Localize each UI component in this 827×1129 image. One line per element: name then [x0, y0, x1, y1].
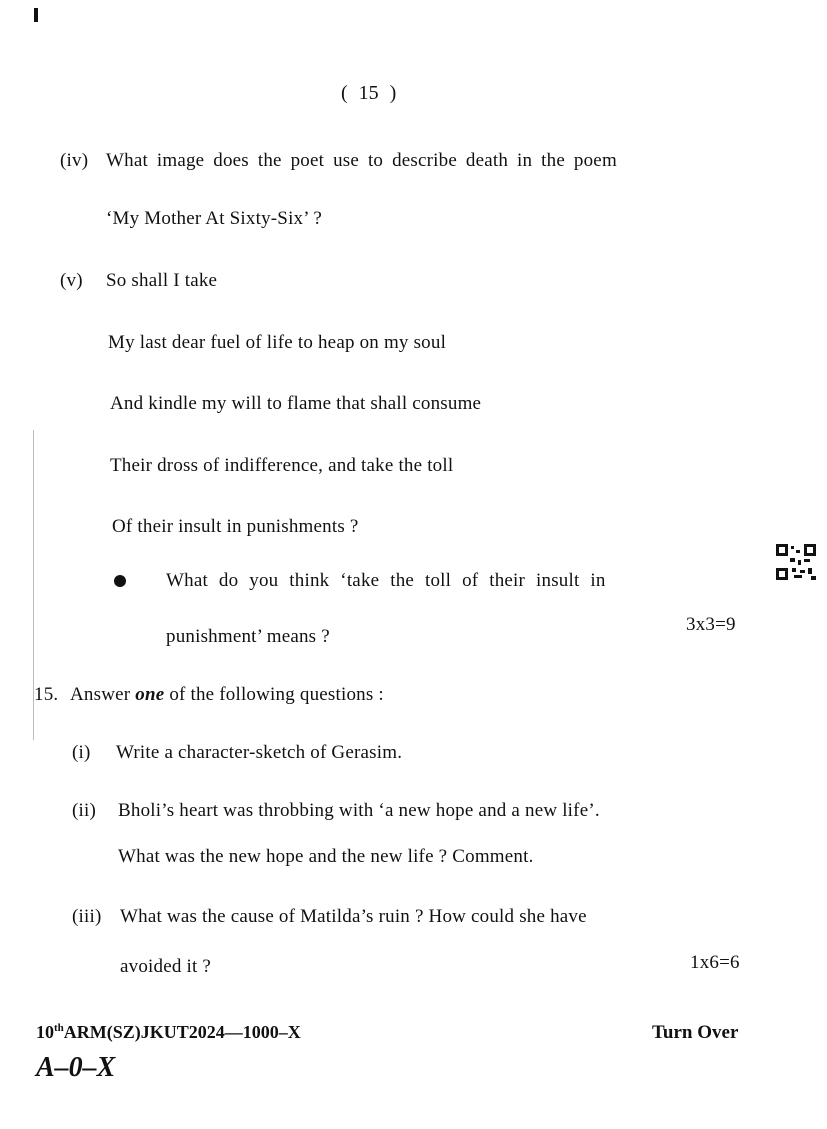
- question-num-iii: (iii): [72, 906, 102, 927]
- poem-line-2: My last dear fuel of life to heap on my soul: [108, 332, 447, 353]
- question-ii-line2: What was the new hope and the new life ? Comment.: [118, 846, 534, 867]
- paper-code-text: ARM(SZ)JKUT2024—1000–X: [63, 1022, 301, 1042]
- question-num-v: (v): [60, 270, 83, 291]
- scan-mark: [34, 8, 38, 22]
- poem-line-4: Their dross of indifference, and take the toll: [110, 455, 454, 476]
- set-code: A–0–X: [36, 1052, 116, 1083]
- question-iv-line2: ‘My Mother At Sixty-Six’ ?: [106, 208, 322, 229]
- paper-code: [36, 1022, 301, 1043]
- bullet-question-line2: punishment’ means ?: [166, 626, 330, 647]
- grade-number: 10: [36, 1022, 54, 1042]
- question-num-15: 15.: [34, 684, 59, 705]
- question-ii-line1: Bholi’s heart was throbbing with ‘a new hope and a new life’.: [118, 800, 600, 821]
- prompt-before: Answer: [70, 684, 131, 705]
- bullet-question-line1: What do you think ‘take the toll of their insult in: [166, 570, 606, 591]
- grade-suffix: th: [54, 1022, 64, 1034]
- prompt-after: of the following questions :: [169, 684, 384, 705]
- poem-line-1: So shall I take: [106, 270, 218, 291]
- page-number: ( 15 ): [341, 82, 397, 104]
- question-iv-line1: What image does the poet use to describe death in the poem: [106, 150, 617, 171]
- question-num-iv: (iv): [60, 150, 89, 171]
- marks-q15: 1x6=6: [690, 952, 740, 973]
- turn-over-label: Turn Over: [652, 1022, 739, 1043]
- question-num-ii: (ii): [72, 800, 97, 821]
- question-num-i: (i): [72, 742, 91, 763]
- bullet-icon: [114, 575, 126, 587]
- poem-line-5: Of their insult in punishments ?: [112, 516, 359, 537]
- question-15-prompt: [70, 684, 384, 706]
- question-iii-line1: What was the cause of Matilda’s ruin ? How could she have: [120, 906, 587, 927]
- question-i-line1: Write a character-sketch of Gerasim.: [116, 742, 403, 763]
- marks-q14: 3x3=9: [686, 614, 736, 635]
- poem-line-3: And kindle my will to flame that shall consume: [110, 393, 482, 414]
- prompt-emphasis: one: [135, 684, 165, 705]
- question-iii-line2: avoided it ?: [120, 956, 212, 977]
- qr-code-icon: [776, 544, 816, 580]
